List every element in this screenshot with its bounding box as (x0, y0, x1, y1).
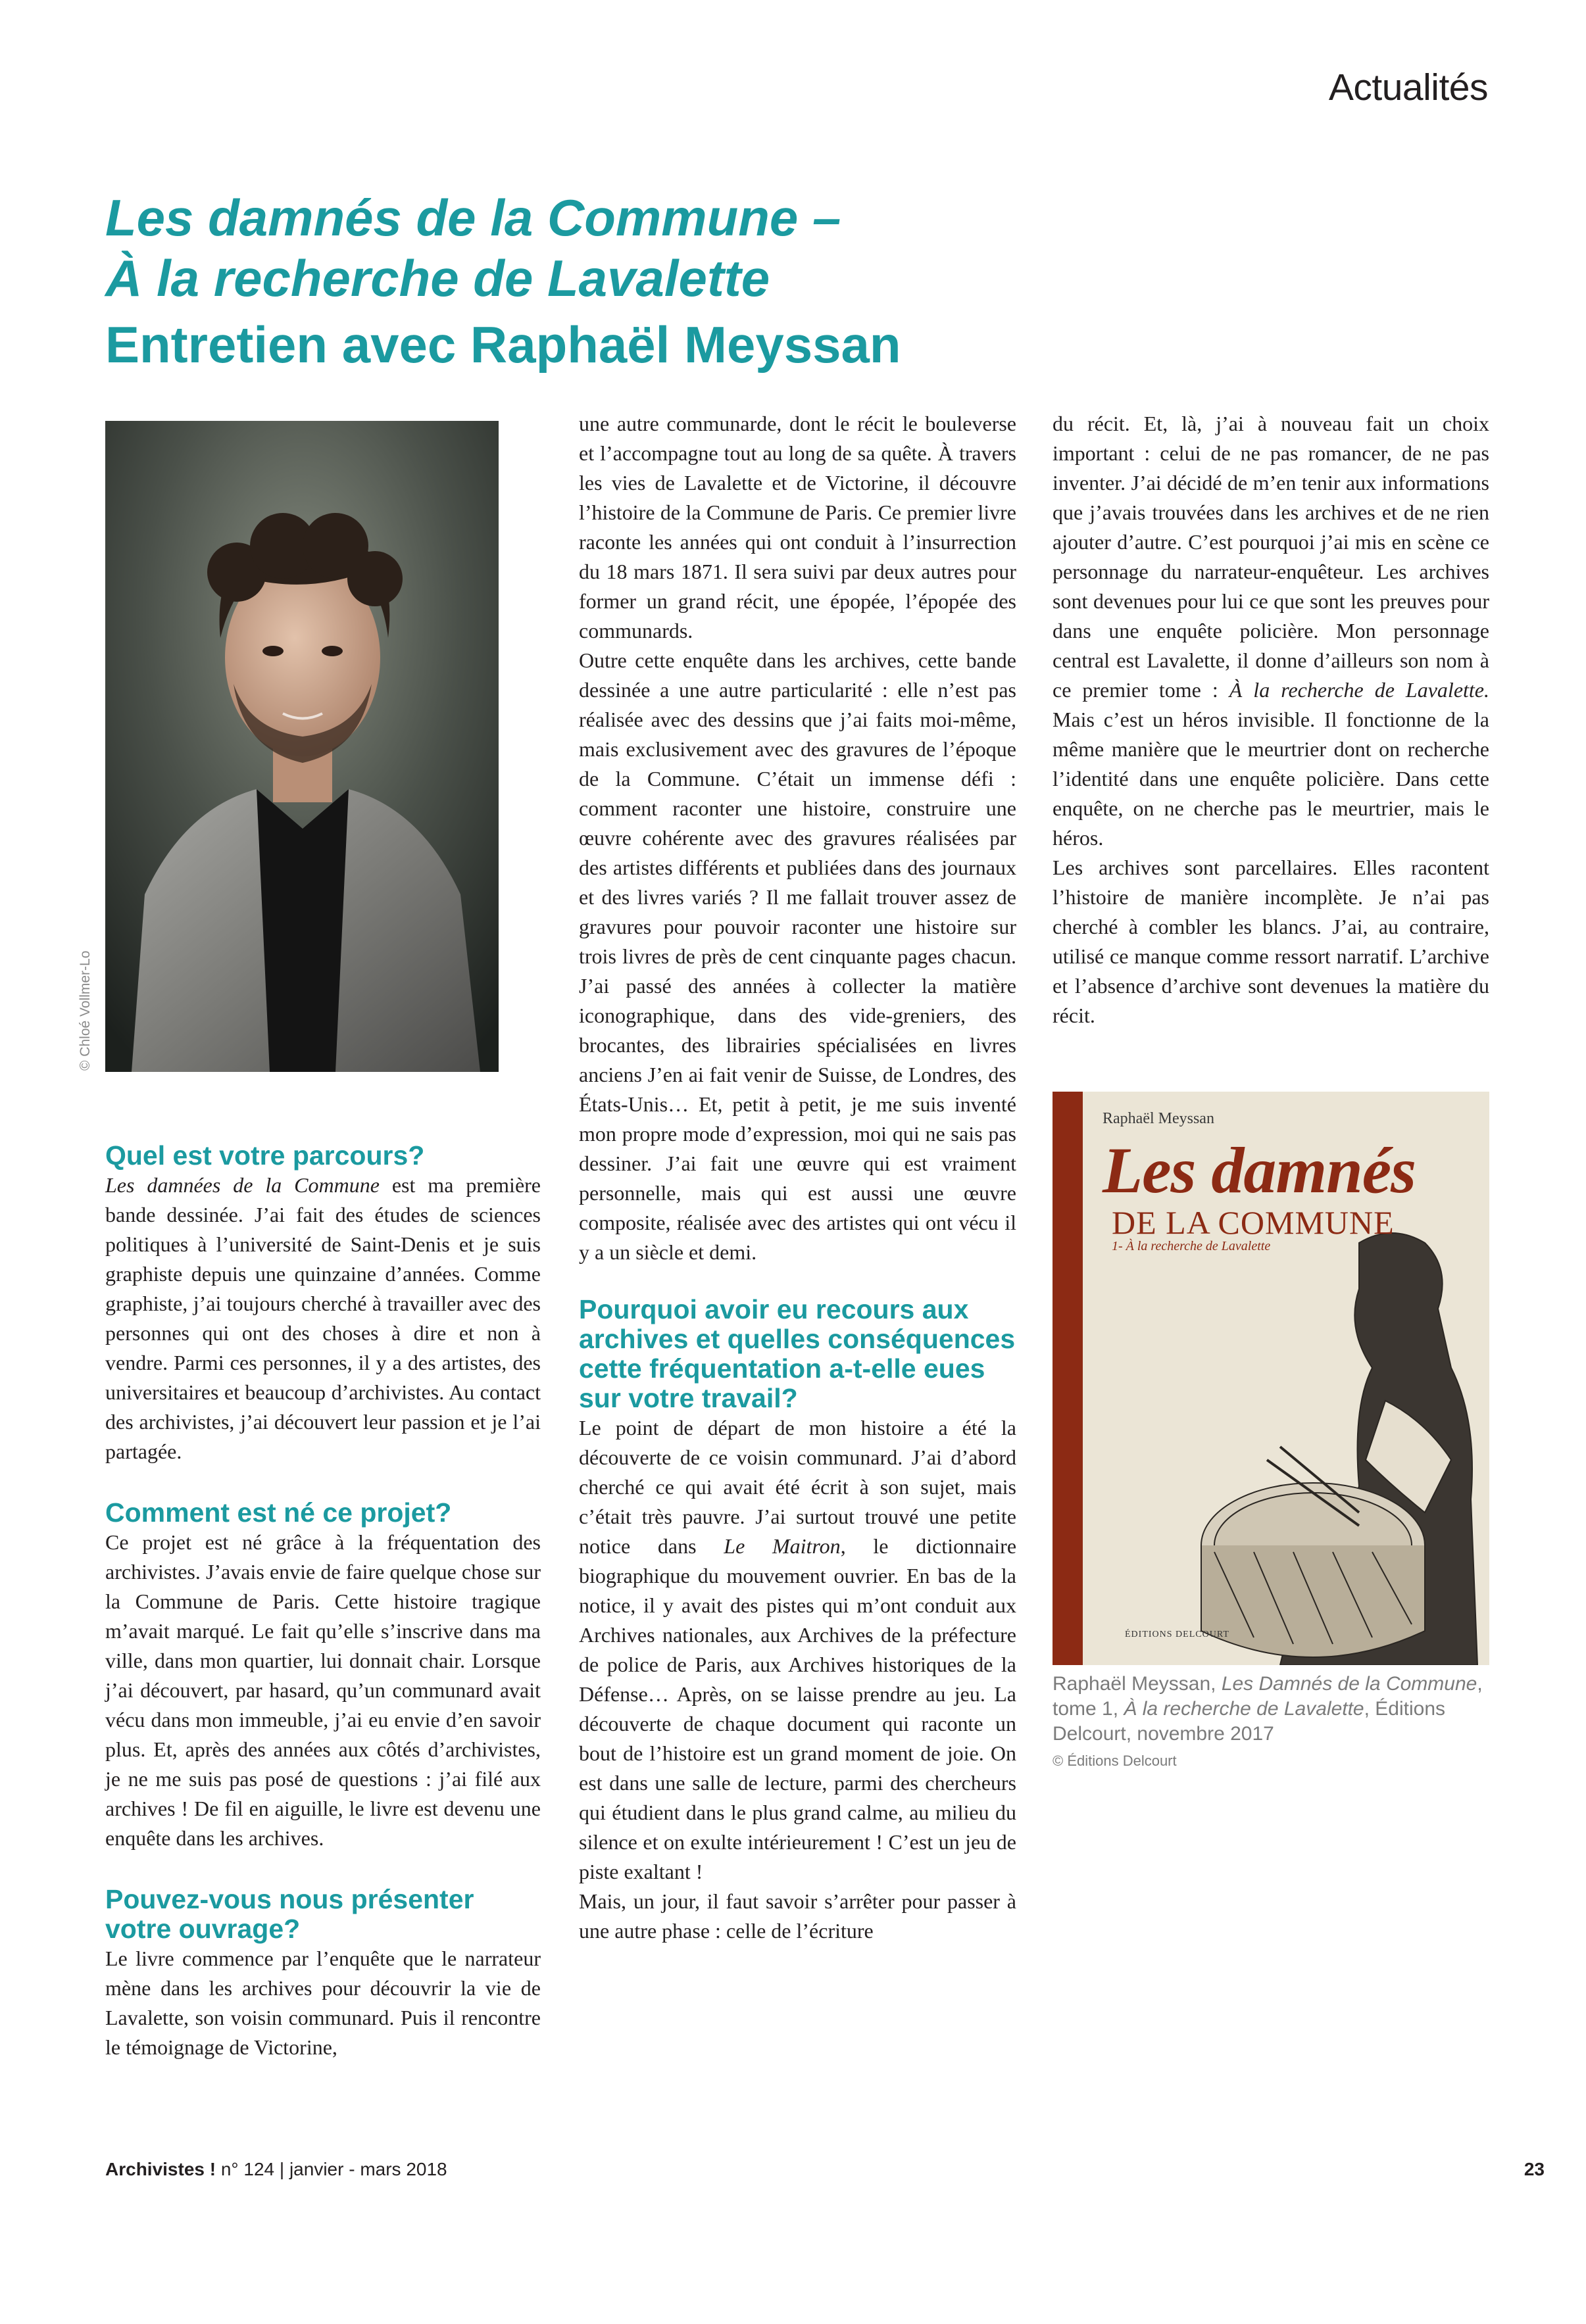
portrait-photo (105, 421, 499, 1072)
question-heading: Quel est votre parcours? (105, 1140, 425, 1171)
cover-volume: 1- À la recherche de Lavalette (1112, 1239, 1271, 1253)
cover-title-sub: DE LA COMMUNE (1112, 1204, 1395, 1241)
book-cover (1053, 1092, 1489, 1665)
answer-paragraph: Le point de départ de mon histoire a été la découverte de ce voisin communard. J’ai d’abord cherché ce qui avait été écrit à son sujet, mais c’était très pauvre. J’ai surtout trouvé une petite notice dans Le Maitron, le dictionnaire biographique du mouvement ouvrier. En bas de la notice, il y avait des pistes qui m’ont conduit aux Archives nationales, aux Archives de la préfecture de police de Paris, aux Archives historiques de la Défense… Après, on se laisse prendre au jeu. La découverte de chaque document qui raconte un bout de l’histoire est un grand moment de joie. On est dans une salle de lecture, parmi des chercheurs qui étudient dans le plus grand calme, au milieu du silence et on exulte intérieurement ! C’est un jeu de piste exaltant ! (579, 1416, 1017, 1883)
question-heading: Pouvez-vous nous présenter votre ouvrage? (105, 1884, 474, 1944)
article-subtitle: Entretien avec Raphaël Meyssan (105, 316, 901, 374)
answer-paragraph: Outre cette enquête dans les archives, cette bande dessinée a une autre particularité : elle n’est pas réalisée avec des dessins que j’ai faits moi-même, mais exclusivement avec des gravures de l’époque de la Commune. C’était un immense défi : comment raconter une histoire, construire une œuvre cohérente avec des gravures réalisées par des artistes différents et publiées dans des journaux et des livres variés ? Il me fallait trouver assez de gravures pour pouvoir raconter une histoire sur trois livres de près de cent cinquante pages chacun. J’ai passé des années à collecter la matière iconographique, dans des vide-greniers, des brocantes, des librairies spécialisées en livres anciens J’en ai fait venir de Suisse, de Londres, des États-Unis… Et, petit à petit, je me suis inventé mon propre mode d’expression, moi qui ne sais pas dessiner. J’ai fait une œuvre qui est vraiment personnelle, mais qui est aussi une œuvre composite, réalisée avec des artistes qui ont vécu il y a un siècle et demi. (579, 648, 1016, 1264)
cover-author: Raphaël Meyssan (1103, 1110, 1214, 1127)
cover-caption: Raphaël Meyssan, Les Damnés de la Commune, tome 1, À la recherche de Lavalette, Éditions Delcourt, novembre 2017 (1053, 1673, 1483, 1745)
magazine-name: Archivistes ! (105, 2159, 216, 2179)
answer-paragraph: Les archives sont parcellaires. Elles racontent l’histoire de manière incomplète. Je n’ai pas cherché à combler les blancs. J’ai, au contraire, utilisé ce manque comme ressort narratif. L’archive et l’absence d’archive sont devenues la matière du récit. (1053, 856, 1489, 1027)
book-title-italic: Le Maitron (724, 1534, 841, 1558)
cover-title: Les damnés (1103, 1134, 1416, 1207)
answer-paragraph: Le livre commence par l’enquête que le narrateur mène dans les archives pour découvrir la vie de Lavalette, son voisin communard. Puis il rencontre le témoignage de Victorine, (105, 1947, 541, 2059)
cover-publisher: ÉDITIONS DELCOURT (1125, 1630, 1229, 1639)
column-2 (579, 409, 1016, 1946)
photo-credit: © Chloé Vollmer-Lo (78, 950, 93, 1071)
cover-spine (1053, 1092, 1083, 1665)
page-number: 23 (1524, 2159, 1545, 2179)
answer-paragraph: Les damnées de la Commune est ma première bande dessinée. J’ai fait des études de sciences politiques à l’université de Saint-Denis et je suis graphiste depuis une quinzaine d’années. Comme graphiste, j’ai toujours cherché à travailler avec des personnes qui ont des choses à dire et non à vendre. Parmi ces personnes, il y a des artistes, des universitaires et beaucoup d’archivistes. Au contact des archivistes, j’ai découvert leur passion et je l’ai partagée. (105, 1173, 541, 1463)
section-label: Actualités (1328, 66, 1488, 109)
answer-paragraph: une autre communarde, dont le récit le bouleverse et l’accompagne tout au long de sa quête. À travers les vies de Lavalette et de Victorine, il découvre l’histoire de la Commune de Paris. Ce premier livre raconte les années qui ont conduit à l’insurrection du 18 mars 1871. Il sera suivi par deux autres pour former un grand récit, une épopée, l’épopée des communards. (579, 412, 1016, 642)
article-title (105, 187, 1224, 308)
book-title-italic: À la recherche de Lavalette. (1229, 678, 1490, 702)
column-1 (105, 1141, 541, 2062)
answer-paragraph: Mais, un jour, il faut savoir s’arrêter pour passer à une autre phase : celle de l’écriture (579, 1889, 1016, 1943)
article-title-line2: À la recherche de Lavalette (105, 249, 770, 307)
question-heading: Pourquoi avoir eu recours aux archives et quelles conséquences cette fréquentation a-t-elle eues sur votre travail? (579, 1294, 1016, 1413)
article-title-line1: Les damnés de la Commune – (105, 189, 841, 247)
answer-paragraph: Ce projet est né grâce à la fréquentation des archivistes. J’avais envie de faire quelque chose sur la Commune de Paris. Cette histoire tragique m’avait marqué. Le fait qu’elle s’inscrive dans ma ville, dans mon quartier, lui donnait chair. Lorsque j’ai découvert, par hasard, qu’un communard avait vécu dans mon immeuble, j’ai eu envie d’en savoir plus. Et, après des années aux côtés d’archivistes, je ne me suis pas posé de questions : j’ai filé aux archives ! De fil en aiguille, le livre est devenu une enquête dans les archives. (105, 1530, 541, 1850)
portrait-illustration (105, 421, 499, 1072)
question-heading: Comment est né ce projet? (105, 1497, 452, 1528)
footer-issue: Archivistes ! n° 124 | janvier - mars 2018 (105, 2159, 447, 2179)
column-3 (1053, 409, 1489, 1030)
answer-paragraph: du récit. Et, là, j’ai à nouveau fait un choix important : celui de ne pas romancer, de ne pas inventer. J’ai décidé de m’en tenir aux informations que j’avais trouvées dans les archives et de ne rien ajouter d’autre. C’est pourquoi j’ai mis en scène ce personnage du narrateur-enquêteur. Les archives sont devenues pour lui ce que sont les preuves pour dans une enquête policière. Mon personnage central est Lavalette, il donne d’ailleurs son nom à ce premier tome : À la recherche de Lavalette. Mais c’est un héros invisible. Il fonctionne de la même manière que le meurtrier dont on recherche l’identité dans une enquête policière. Dans cette enquête, on ne cherche pas le meurtrier, mais le héros. (1053, 412, 1490, 850)
cover-credit: © Éditions Delcourt (1053, 1753, 1177, 1769)
book-title-italic: Les damnées de la Commune (105, 1173, 380, 1197)
